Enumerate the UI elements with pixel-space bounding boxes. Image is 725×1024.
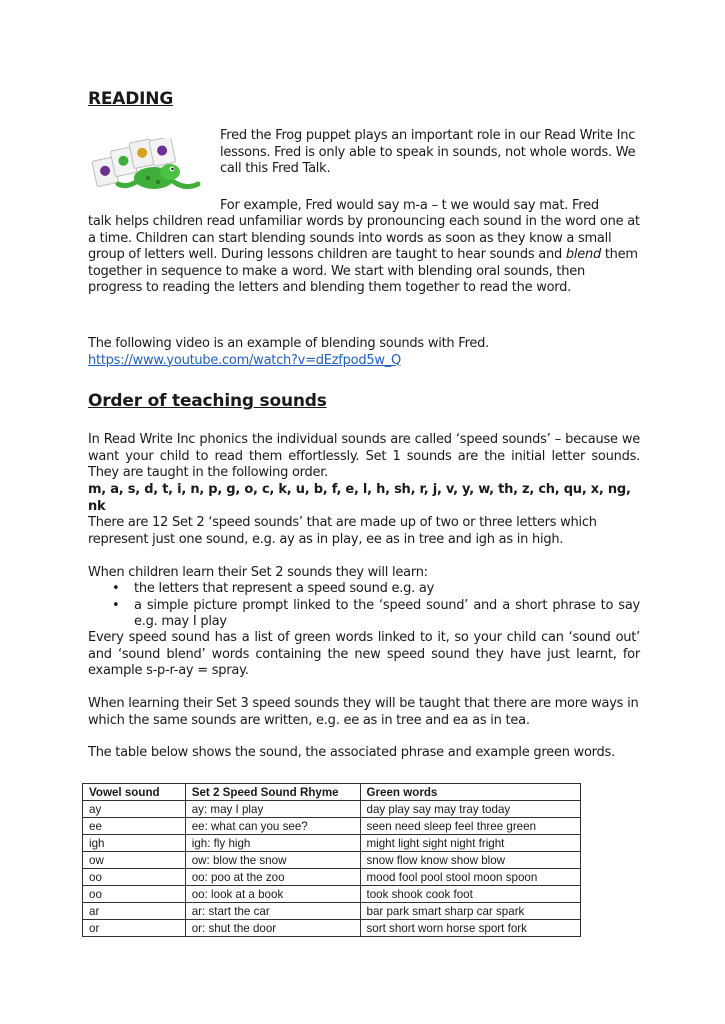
table-row — [83, 869, 581, 886]
reading-heading: READING — [88, 89, 174, 109]
column-header-vowel-sound: Vowel sound — [83, 784, 186, 801]
speed-sounds-paragraph: In Read Write Inc phonics the individual sounds are called ‘speed sounds’ – because we want your child to read them effortlessly. Set 1 sounds are the initial letter sounds. They are taught in the following order. — [88, 432, 640, 481]
table-row — [83, 920, 581, 937]
vowel-sound-cell: ow — [83, 852, 186, 869]
vowel-sound-cell: ar — [83, 903, 186, 920]
set2-learn-list — [112, 581, 640, 631]
vowel-sound-cell: ay — [83, 801, 186, 818]
table-row — [83, 852, 581, 869]
table-header-row — [83, 784, 581, 801]
rhyme-cell: ow: blow the snow — [185, 852, 360, 869]
green-words-paragraph: Every speed sound has a list of green words linked to it, so your child can ‘sound out’ and ‘sound blend’ words containing the new speed sound they have just learnt, for example s-p-r-ay = spray. — [88, 630, 640, 679]
green-words-cell: bar park smart sharp car spark — [360, 903, 581, 920]
vowel-sound-cell: oo — [83, 869, 186, 886]
rhyme-cell: ar: start the car — [185, 903, 360, 920]
list-item: • a simple picture prompt linked to the ‘speed sound’ and a short phrase to say e.g. may I play — [112, 597, 640, 630]
fred-talk-example-paragraph: talk helps children read unfamiliar words by pronouncing each sound in the word one at a time. Children can start blending sounds into words as soon as they know a small group of letters well. During lessons children are taught to hear sounds and blend them together in sequence to make a word. We start with blending oral sounds, then progress to reading the letters and blending them together to read the word. — [88, 214, 640, 296]
rhyme-cell: or: shut the door — [185, 920, 360, 937]
bullet-icon: • — [112, 581, 120, 596]
table-row — [83, 835, 581, 852]
table-row — [83, 886, 581, 903]
green-words-cell: day play say may tray today — [360, 801, 581, 818]
green-words-cell: might light sight night fright — [360, 835, 581, 852]
column-header-rhyme: Set 2 Speed Sound Rhyme — [185, 784, 360, 801]
video-paragraph — [88, 336, 640, 369]
set3-paragraph: When learning their Set 3 speed sounds they will be taught that there are more ways in which the same sounds are written, e.g. ee as in tree and ea as in tea. — [88, 696, 639, 728]
video-link[interactable]: https://www.youtube.com/watch?v=dEzfpod5w_Q — [88, 352, 401, 368]
table-row — [83, 801, 581, 818]
rhyme-cell: oo: look at a book — [185, 886, 360, 903]
green-words-cell: sort short worn horse sport fork — [360, 920, 581, 937]
set1-sounds-list: m, a, s, d, t, i, n, p, g, o, c, k, u, b, f, e, l, h, sh, r, j, v, y, w, th, z, ch, qu, x, ng, nk — [88, 482, 631, 514]
set2-paragraph: There are 12 Set 2 ‘speed sounds’ that are made up of two or three letters which represent just one sound, e.g. ay as in play, ee as in tree and igh as in high. — [88, 515, 597, 547]
bullet-icon: • — [112, 597, 120, 613]
green-words-cell: seen need sleep feel three green — [360, 818, 581, 835]
set2-learn-intro: When children learn their Set 2 sounds they will learn: — [88, 565, 428, 580]
vowel-sound-cell: igh — [83, 835, 186, 852]
green-words-cell: snow flow know show blow — [360, 852, 581, 869]
order-heading: Order of teaching sounds — [88, 391, 327, 411]
vowel-sound-cell: or — [83, 920, 186, 937]
fred-talk-example-lead: For example, Fred would say m-a – t we would say mat. Fred — [220, 198, 599, 213]
vowel-sound-cell: oo — [83, 886, 186, 903]
blend-emphasis: blend — [565, 247, 601, 263]
green-words-cell: took shook cook foot — [360, 886, 581, 903]
speed-sounds-table — [82, 783, 581, 937]
rhyme-cell: igh: fly high — [185, 835, 360, 852]
rhyme-cell: ay: may I play — [185, 801, 360, 818]
frog-puppet-cards-image — [88, 138, 206, 194]
rhyme-cell: ee: what can you see? — [185, 818, 360, 835]
table-row — [83, 903, 581, 920]
rhyme-cell: oo: poo at the zoo — [185, 869, 360, 886]
fred-intro-paragraph: Fred the Frog puppet plays an important role in our Read Write Inc lessons. Fred is only able to speak in sounds, not whole words. We call this Fred Talk. — [220, 128, 636, 177]
column-header-green-words: Green words — [360, 784, 581, 801]
table-row — [83, 818, 581, 835]
green-words-cell: mood fool pool stool moon spoon — [360, 869, 581, 886]
video-text: The following video is an example of blending sounds with Fred. — [88, 336, 490, 351]
vowel-sound-cell: ee — [83, 818, 186, 835]
table-intro-paragraph: The table below shows the sound, the associated phrase and example green words. — [88, 745, 615, 760]
list-item: • the letters that represent a speed sound e.g. ay — [112, 581, 435, 596]
